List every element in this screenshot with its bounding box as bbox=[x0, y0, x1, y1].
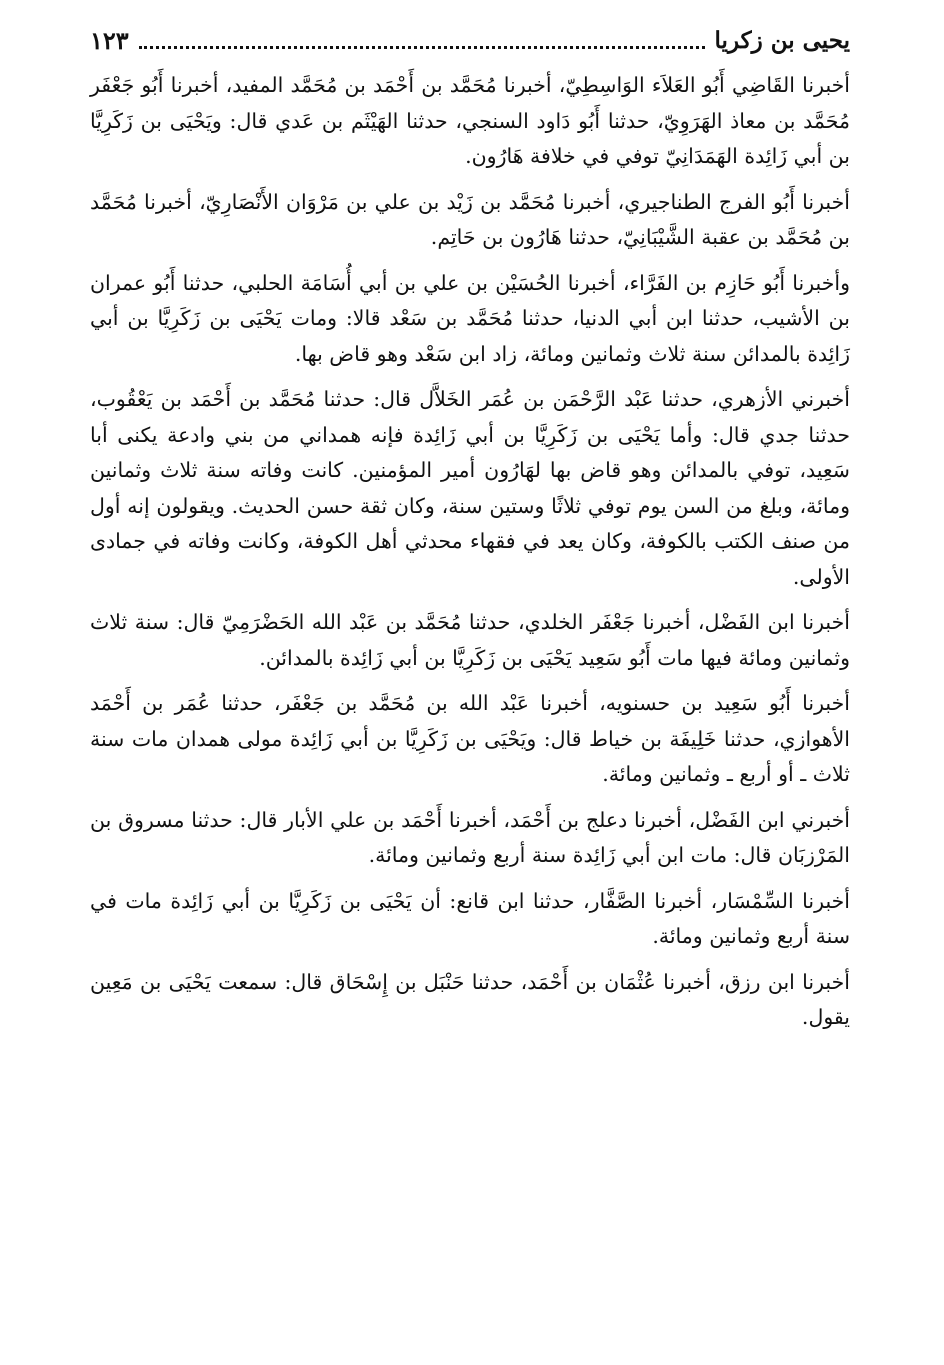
paragraph: أخبرنا ابن الفَضْل، أخبرنا جَعْفَر الخلدي، حدثنا مُحَمَّد بن عَبْد الله الحَضْرَمِيّ قال: سنة ثلاث وثمانين ومائة فيها مات أَبُو سَعِيد يَحْيَى بن زَكَرِيَّا بن أبي زَائِدة بالمدائن. bbox=[90, 610, 850, 670]
paragraph: أخبرني الأزهري، حدثنا عَبْد الرَّحْمَن بن عُمَر الخَلاَّل قال: حدثنا مُحَمَّد بن أَحْمَد بن يَعْقُوب، حدثنا جدي قال: وأما يَحْيَى بن زَكَرِيَّا بن أبي زَائِدة فإنه همداني من بني وادعة يكنى أبا سَعِيد، توفي بالمدائن وهو قاض بها لهَارُون أمير المؤمنين. كانت وفاته سنة ثلاث وثمانين ومائة، وبلغ من السن يوم توفي ثلاثًا وستين سنة، وكان ثقة حسن الحديث. ويقولون إنه أول من صنف الكتب بالكوفة، وكان يعد في فقهاء محدثي أهل الكوفة، وكانت وفاته في جمادى الأولى. bbox=[90, 387, 850, 589]
paragraph: أخبرنا أَبُو سَعِيد بن حسنويه، أخبرنا عَبْد الله بن مُحَمَّد بن جَعْفَر، حدثنا عُمَر بن أَحْمَد الأهوازي، حدثنا خَلِيفَة بن خياط قال: ويَحْيَى بن زَكَرِيَّا بن أبي زَائِدة مولى همدان مات سنة ثلاث ـ أو أربع ـ وثمانين ومائة. bbox=[90, 691, 850, 786]
page-number: ١٢٣ bbox=[90, 25, 129, 55]
page-header bbox=[90, 18, 850, 62]
paragraph: أخبرنا أَبُو الفرج الطناجيري، أخبرنا مُحَمَّد بن زَيْد بن علي بن مَرْوَان الأَنْصَارِيّ، أخبرنا مُحَمَّد بن مُحَمَّد بن عقبة الشَّيْبَانِيّ، حدثنا هَارُون بن حَاتِم. bbox=[90, 189, 850, 249]
paragraph: وأخبرنا أَبُو حَازِم بن الفَرَّاء، أخبرنا الحُسَيْن بن علي بن أبي أُسَامَة الحلبي، حدثنا أَبُو عمران بن الأشيب، حدثنا ابن أبي الدنيا، حدثنا مُحَمَّد بن سَعْد قالا: ومات يَحْيَى بن زَكَرِيَّا بن أبي زَائِدة بالمدائن سنة ثلاث وثمانين ومائة، زاد ابن سَعْد وهو قاض بها. bbox=[90, 270, 850, 366]
paragraph: أخبرني ابن الفَضْل، أخبرنا دعلج بن أَحْمَد، أخبرنا أَحْمَد بن علي الأبار قال: حدثنا مسروق بن المَرْزبَان قال: مات ابن أبي زَائِدة سنة أربع وثمانين ومائة. bbox=[90, 807, 850, 867]
paragraph: أخبرنا السِّمْسَار، أخبرنا الصَّفَّار، حدثنا ابن قانع: أن يَحْيَى بن زَكَرِيَّا بن أبي زَائِدة مات في سنة أربع وثمانين ومائة. bbox=[90, 888, 850, 948]
running-title: يحيى بن زكريا bbox=[714, 26, 850, 54]
header-dotted-leader bbox=[139, 32, 705, 49]
paragraph: أخبرنا القَاضِي أَبُو العَلاَء الوَاسِطِيّ، أخبرنا مُحَمَّد بن أَحْمَد بن مُحَمَّد المفيد، أخبرنا أَبُو جَعْفَر مُحَمَّد بن معاذ الهَرَوِيّ، حدثنا أَبُو دَاود السنجي، حدثنا الهَيْثَم بن عَدي قال: ويَحْيَى بن زَكَرِيَّا بن أبي زَائِدة الهَمَدَانِيّ توفي في خلافة هَارُون. bbox=[90, 73, 850, 168]
book-page bbox=[90, 18, 850, 1046]
paragraph: أخبرنا ابن رزق، أخبرنا عُثْمَان بن أَحْمَد، حدثنا حَنْبَل بن إِسْحَاق قال: سمعت يَحْيَى بن مَعِين يقول. bbox=[90, 969, 850, 1029]
